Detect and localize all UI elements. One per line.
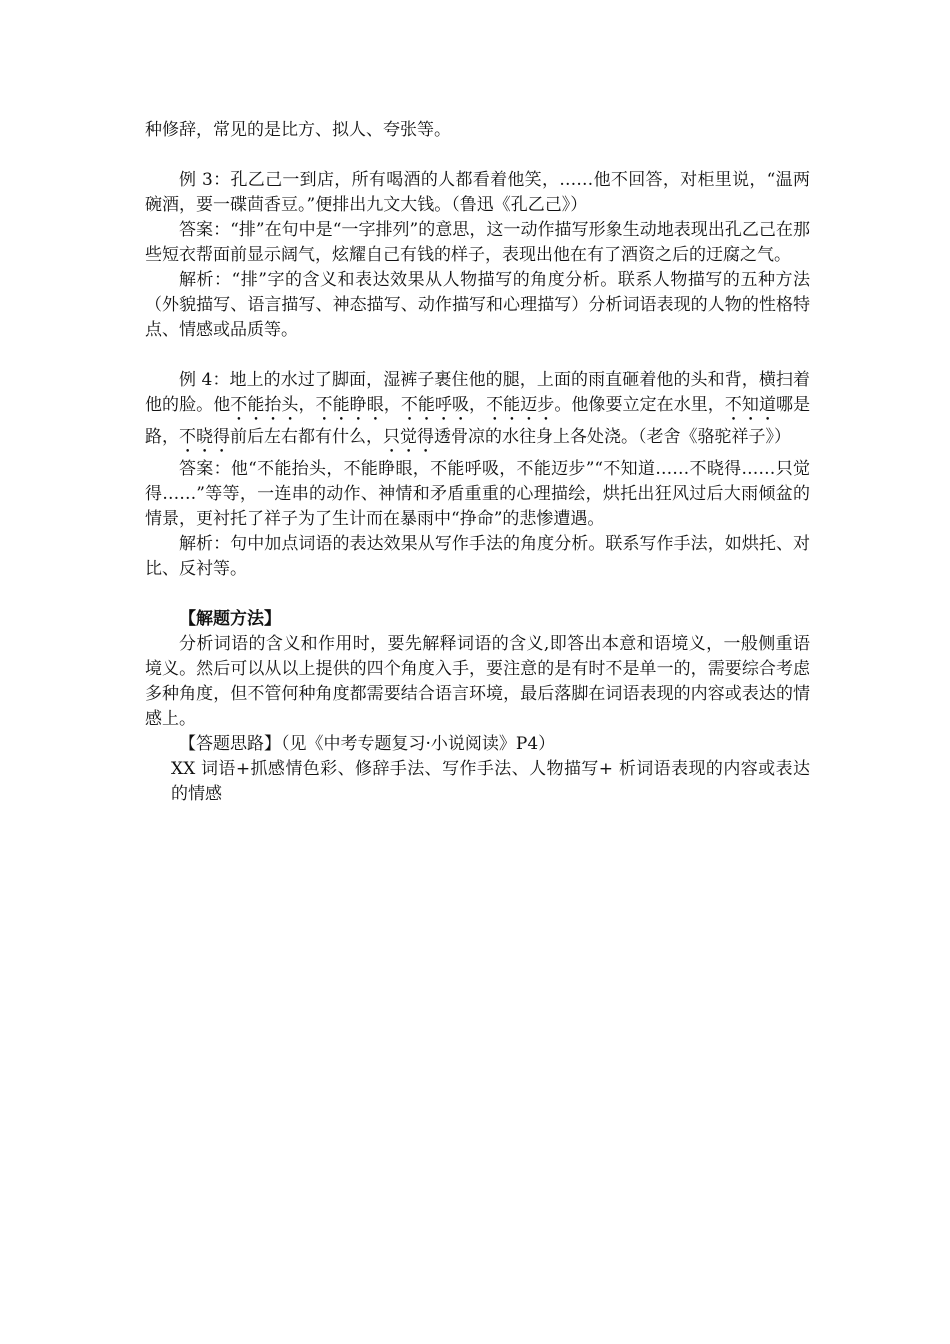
example-4-analysis: 解析：句中加点词语的表达效果从写作手法的角度分析。联系写作手法，如烘托、对比、反衬等。 [145,534,810,579]
ex4-text: ， [298,395,316,415]
intro-paragraph: 种修辞，常见的是比方、拟人、夸张等。 [145,120,451,140]
dotted-phrase: 不能抬头 [230,395,299,415]
dotted-phrase: 不能睁眼 [315,395,384,415]
spacer [145,343,810,368]
example-4-answer: 答案：他“不能抬头，不能睁眼，不能呼吸，不能迈步”“不知道……不晓得……只觉得……”等等，一连串的动作、神情和矛盾重重的心理描绘，烘托出狂风过后大雨倾盆的情景，更衬托了祥子为了生计而在暴雨中“挣命”的悲惨遭遇。 [145,459,810,529]
example-3-answer: 答案：“排”在句中是“一字排列”的意思，这一动作描写形象生动地表现出孔乙己在那些短衣帮面前显示阔气，炫耀自己有钱的样子，表现出他在有了酒资之后的迂腐之气。 [145,220,810,265]
ex4-text: 哪是路， [145,395,811,447]
spacer [145,582,810,607]
dotted-phrase: 不知道 [724,395,777,415]
example-4-question [145,368,810,457]
approach-line: 【答题思路】（见《中考专题复习·小说阅读》P4） [179,734,556,754]
ex4-text: ， [383,395,401,415]
example-3-analysis: 解析：“排”字的含义和表达效果从人物描写的角度分析。联系人物描写的五种方法（外貌描写、语言描写、神态描写、动作描写和心理描写）分析词语表现的人物的性格特点、情感或品质等。 [145,270,810,340]
dotted-phrase: 只觉得 [383,427,434,447]
ex4-text: ， [469,395,487,415]
formula-line: XX 词语+抓感情色彩、修辞手法、写作手法、人物描写+ 析词语表现的内容或表达的情感 [171,759,810,804]
ex4-text: 透骨凉的水往身上各处浇。（老舍《骆驼祥子》） [434,427,791,447]
method-body: 分析词语的含义和作用时，要先解释词语的含义,即答出本意和语境义，一般侧重语境义。然后可以从以上提供的四个角度入手，要注意的是有时不是单一的，需要综合考虑多种角度，但不管何种角度都需要结合语言环境，最后落脚在词语表现的内容或表达的情感上。 [145,634,810,729]
method-heading: 【解题方法】 [179,609,281,629]
ex4-text: 。他像要立定在水里， [554,395,725,415]
spacer [145,143,810,168]
dotted-phrase: 不能呼吸 [400,395,470,415]
ex4-text: 前后左右都有什么， [230,427,383,447]
example-3-question: 例 3：孔乙己一到店，所有喝酒的人都看着他笑，……他不回答，对柜里说，“温两碗酒，要一碟茴香豆。”便排出九文大钱。（鲁迅《孔乙己》） [145,170,810,215]
document-page [145,118,810,807]
dotted-phrase: 不晓得 [179,427,230,447]
ex4-text: 例 4：地上的水过了脚面，湿裤子裹住他的腿，上面的雨直砸着他的头和背，横扫着他的脸。他 [145,370,810,415]
dotted-phrase: 不能迈步 [486,395,555,415]
